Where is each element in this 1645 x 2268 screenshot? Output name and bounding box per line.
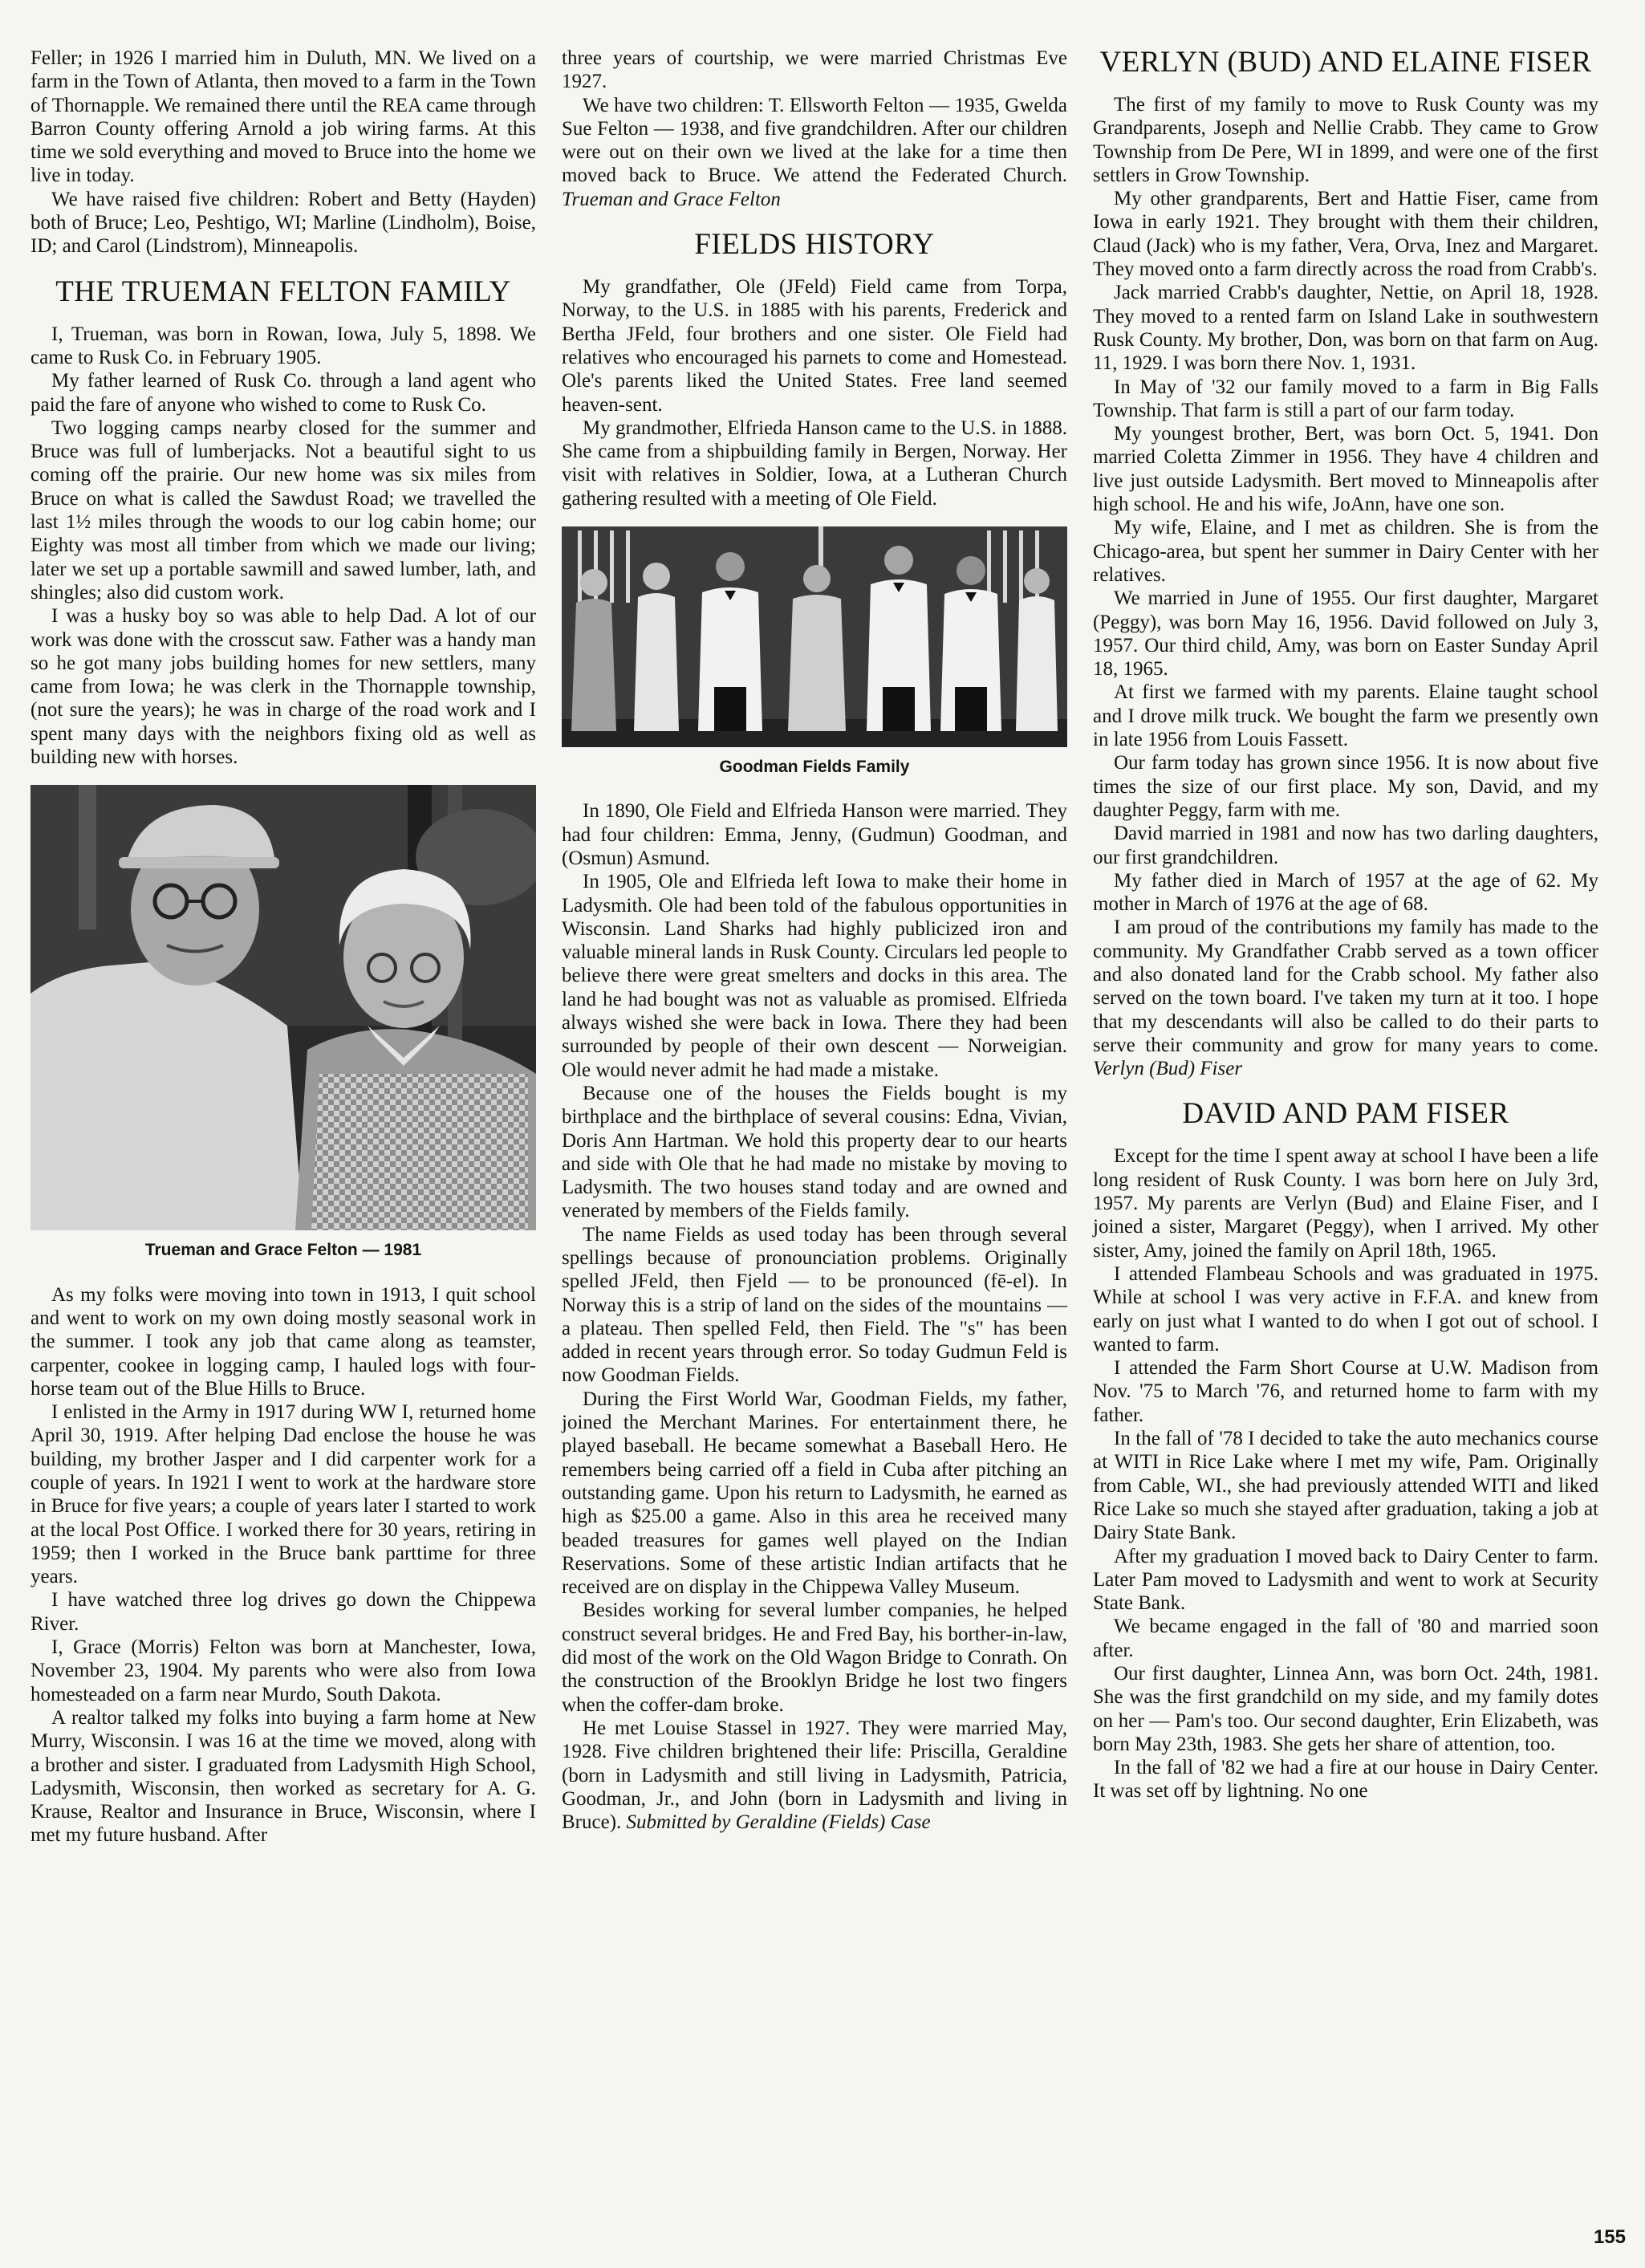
paragraph [562, 1717, 1067, 1834]
paragraph [1093, 916, 1598, 1080]
section-heading-fields-history: FIELDS HISTORY [694, 228, 935, 262]
paragraph: I enlisted in the Army in 1917 during WW I, returned home April 30, 1919. After helping Dad enclose the house he was building, my brother Jasper and I did carpenter work for a couple of years. In 1921 I went to work at the hardware store in Bruce for five years; a couple of years later I started to work at the local Post Office. I worked there for 30 years, retiring in 1959; then I worked in the Bruce bank parttime for three years. [30, 1401, 536, 1588]
paragraph: I, Grace (Morris) Felton was born at Manchester, Iowa, November 23, 1904. My parents who were also from Iowa homesteaded on a farm near Murdo, South Dakota. [30, 1636, 536, 1705]
paragraph: Besides working for several lumber companies, he helped construct several bridges. He and Fred Bay, his borther-in-law, did most of the work on the Old Wagon Bridge to Conrath. On the construction of the Brooklyn Bridge he lost two fingers when the coffer-dam broke. [562, 1599, 1067, 1716]
column-1 [30, 47, 536, 1847]
paragraph: My other grandparents, Bert and Hattie Fiser, came from Iowa in early 1921. They brought with them their children, Claud (Jack) who is my father, Vera, Orva, Inez and Margaret. They moved onto a farm directly across the road from Crabb's. [1093, 188, 1598, 281]
paragraph: The first of my family to move to Rusk County was my Grandparents, Joseph and Nellie Crabb. They came to Grow Township from De Pere, WI in 1899, and were one of the first settlers in Grow Township. [1093, 94, 1598, 186]
paragraph: As my folks were moving into town in 1913, I quit school and went to work on my own doing mostly seasonal work in the summer. I took any job that came along as teamster, carpenter, cookee in logging camp, I hauled logs with four-horse team out of the Blue Hills to Bruce. [30, 1283, 536, 1400]
paragraph: I attended Flambeau Schools and was graduated in 1975. While at school I was very active in F.F.A. and knew from early on just what I wanted to do when I got out of school. I wanted to farm. [1093, 1262, 1598, 1356]
paragraph: My father learned of Rusk Co. through a land agent who paid the fare of anyone who wished to come to Rusk Co. [30, 370, 536, 416]
signature: Verlyn (Bud) Fiser [1093, 1058, 1243, 1080]
paragraph: I was a husky boy so was able to help Dad. A lot of our work was done with the crosscut saw. Father was a handy man so he got many jobs building homes for new settlers, many came from Iowa; he was clerk in the Thornapple township, (not sure the years); he was in charge of the road work and I spent many days with the neighbors fixing old as well as building new with horses. [30, 605, 536, 769]
paragraph: At first we farmed with my parents. Elaine taught school and I drove milk truck. We bought the farm we presently own in late 1956 from Louis Fassett. [1093, 681, 1598, 751]
paragraph: Jack married Crabb's daughter, Nettie, on April 18, 1928. They moved to a rented farm on Island Lake in southwestern Rusk County. My brother, Don, was born on that farm on Aug. 11, 1929. I was born there Nov. 1, 1931. [1093, 282, 1598, 375]
photo-goodman-fields-family [562, 526, 1067, 747]
paragraph: A realtor talked my folks into buying a farm home at New Murry, Wisconsin. I was 16 at the time we moved, along with a brother and sister. I graduated from Ladysmith High School, Ladysmith, Wisconsin, then worked as secretary for A. G. Krause, Realtor and Insurance in Bruce, Wisconsin, where I met my future husband. After [30, 1706, 536, 1847]
paragraph: After my graduation I moved back to Dairy Center to farm. Later Pam moved to Ladysmith and went to work at Security State Bank. [1093, 1545, 1598, 1615]
paragraph: My grandmother, Elfrieda Hanson came to the U.S. in 1888. She came from a shipbuilding family in Bergen, Norway. Her visit with relatives in Soldier, Iowa, at a Lutheran Church gathering resulted with a meeting of Ole Field. [562, 417, 1067, 510]
paragraph: My father died in March of 1957 at the age of 62. My mother in March of 1976 at the age of 68. [1093, 869, 1598, 916]
paragraph: Feller; in 1926 I married him in Duluth, MN. We lived on a farm in the Town of Atlanta, then moved to a farm in the Town of Thornapple. We remained there until the REA came through Barron County offering Arnold a job wiring farms. At this time we sold everything and moved to Bruce into the home we live in today. [30, 47, 536, 187]
column-2 [562, 47, 1067, 1834]
photo-caption: Goodman Fields Family [719, 758, 910, 777]
photo-caption: Trueman and Grace Felton — 1981 [144, 1241, 422, 1260]
signature: Trueman and Grace Felton [562, 188, 781, 210]
paragraph: Because one of the houses the Fields bought is my birthplace and the birthplace of several cousins: Edna, Vivian, Doris Ann Hartman. We hold this property dear to our hearts and side with Ole that he had made no mistake by moving to Ladysmith. The two houses stand today and are owned and venerated by members of the Fields family. [562, 1082, 1067, 1222]
paragraph [562, 94, 1067, 211]
paragraph: The name Fields as used today has been through several spellings because of pronounciation problems. Originally spelled JFeld, then Fjeld — to be pronounced (fē-el). In Norway this is a strip of land on the sides of the mountains — a plateau. Then spelled Feld, then Field. The "s" has been added in recent years through error. So today Gudmun Feld is now Goodman Fields. [562, 1223, 1067, 1387]
paragraph: Two logging camps nearby closed for the summer and Bruce was full of lumberjacks. Not a beautiful sight to us coming off the prairie. Our new home was six miles from Bruce on what is called the Sawdust Road; we travelled the last 1½ miles through the woods to our log cabin home; our Eighty was most all timber from which we made our living; later we set up a portable sawmill and sawed lumber, lath, and shingles; also did custom work. [30, 417, 536, 604]
paragraph-text: We have two children: T. Ellsworth Felton — 1935, Gwelda Sue Felton — 1938, and five grandchildren. After our children were out on their own we lived at the lake for a time then moved back to Bruce. We attend the Federated Church. [562, 94, 1067, 187]
photo-trueman-grace-felton [30, 785, 536, 1230]
paragraph: In the fall of '78 I decided to take the auto mechanics course at WITI in Rice Lake where I met my wife, Pam. Originally from Cable, WI., she had previously attended WITI and liked Rice Lake so much she stayed after graduation, taking a job at Dairy State Bank. [1093, 1428, 1598, 1544]
paragraph: I attended the Farm Short Course at U.W. Madison from Nov. '75 to March '76, and returned home to farm with my father. [1093, 1357, 1598, 1426]
section-heading-david-pam-fiser: DAVID AND PAM FISER [1182, 1097, 1509, 1131]
paragraph: In the fall of '82 we had a fire at our house in Dairy Center. It was set off by lightning. No one [1093, 1757, 1598, 1803]
paragraph: We became engaged in the fall of '80 and married soon after. [1093, 1616, 1598, 1661]
paragraph: Except for the time I spent away at school I have been a life long resident of Rusk County. I was born here on July 3rd, 1957. My parents are Verlyn (Bud) and Elaine Fiser, and I joined a sister, Margaret (Peggy), when I arrived. My other sister, Amy, joined the family on April 18th, 1965. [1093, 1145, 1598, 1262]
paragraph: Our first daughter, Linnea Ann, was born Oct. 24th, 1981. She was the first grandchild on my side, and my family dotes on her — Pam's too. Our second daughter, Erin Elizabeth, was born May 23th, 1983. She gets her share of attention, too. [1093, 1663, 1598, 1755]
paragraph: three years of courtship, we were married Christmas Eve 1927. [562, 47, 1067, 93]
signature: Submitted by Geraldine (Fields) Case [626, 1811, 931, 1834]
paragraph: I have watched three log drives go down the Chippewa River. [30, 1589, 536, 1635]
paragraph: In 1905, Ole and Elfrieda left Iowa to make their home in Ladysmith. Ole had been told of the fabulous opportunities in Wisconsin. Land Sharks had highly publicized iron and valuable mineral lands in Rusk County. Circulars led people to believe there were great smelters and docks in this area. The land he had bought was not as valuable as promised. Elfrieda always wished she were back in Iowa. There they had been surrounded by people of their own descent — Norweigian. Ole would never admit he had made a mistake. [562, 871, 1067, 1081]
paragraph: In 1890, Ole Field and Elfrieda Hanson were married. They had four children: Emma, Jenny, (Gudmun) Goodman, and (Osmun) Asmund. [562, 800, 1067, 869]
paragraph: My youngest brother, Bert, was born Oct. 5, 1941. Don married Coletta Zimmer in 1956. They have 4 children and live just outside Ladysmith. Bert moved to Minneapolis after high school. He and his wife, JoAnn, have one son. [1093, 423, 1598, 516]
paragraph: My grandfather, Ole (JFeld) Field came from Torpa, Norway, to the U.S. in 1885 with his parents, Frederick and Bertha JFeld, four brothers and one sister. Ole Field had relatives who encouraged his parnets to come and Homestead. Ole's parents liked the United States. Free land seemed heaven-sent. [562, 276, 1067, 416]
paragraph: I, Trueman, was born in Rowan, Iowa, July 5, 1898. We came to Rusk Co. in February 1905. [30, 323, 536, 368]
paragraph-text: I am proud of the contributions my family has made to the community. My Grandfather Crabb served as a town officer and also donated land for the Crabb school. My father also served on the town board. I've taken my turn at it too. I hope that my descendants will also be called to do their parts to serve their community and grow for many years to come. [1093, 917, 1598, 1056]
page-number: 155 [1593, 2226, 1626, 2248]
paragraph: My wife, Elaine, and I met as children. She is from the Chicago-area, but spent her summer in Dairy Center with her relatives. [1093, 517, 1598, 586]
paragraph: During the First World War, Goodman Fields, my father, joined the Merchant Marines. For entertainment there, he played baseball. He became somewhat a Baseball Hero. He remembers being carried off a field in Cuba after pitching an outstanding game. Upon his return to Ladysmith, he earned as high as $25.00 a game. Also in this area he received many beaded treasures for games well played on the Indian Reservations. Some of these artistic Indian artifacts that he received are on display in the Chippewa Valley Museum. [562, 1388, 1067, 1599]
section-heading-verlyn-elaine-fiser: VERLYN (BUD) AND ELAINE FISER [1099, 46, 1592, 79]
column-3 [1093, 47, 1598, 1803]
paragraph-text: He met Louise Stassel in 1927. They were married May, 1928. Five children brightened their life: Priscilla, Geraldine (born in Ladysmith and still living in Ladysmith, Patricia, Goodman, Jr., and John (born in Ladysmith and living in Bruce). [562, 1717, 1067, 1834]
paragraph: We have raised five children: Robert and Betty (Hayden) both of Bruce; Leo, Peshtigo, WI; Marline (Lindholm), Boise, ID; and Carol (Lindstrom), Minneapolis. [30, 188, 536, 258]
section-heading-trueman-felton: THE TRUEMAN FELTON FAMILY [55, 274, 511, 308]
paragraph: Our farm today has grown since 1956. It is now about five times the size of our first place. My son, David, and my daughter Peggy, farm with me. [1093, 752, 1598, 821]
paragraph: In May of '32 our family moved to a farm in Big Falls Township. That farm is still a part of our farm today. [1093, 376, 1598, 421]
paragraph: David married in 1981 and now has two darling daughters, our first grandchildren. [1093, 823, 1598, 868]
paragraph: We married in June of 1955. Our first daughter, Margaret (Peggy), was born May 16, 1956. David followed on July 3, 1957. Our third child, Amy, was born on Easter Sunday April 18, 1965. [1093, 587, 1598, 681]
